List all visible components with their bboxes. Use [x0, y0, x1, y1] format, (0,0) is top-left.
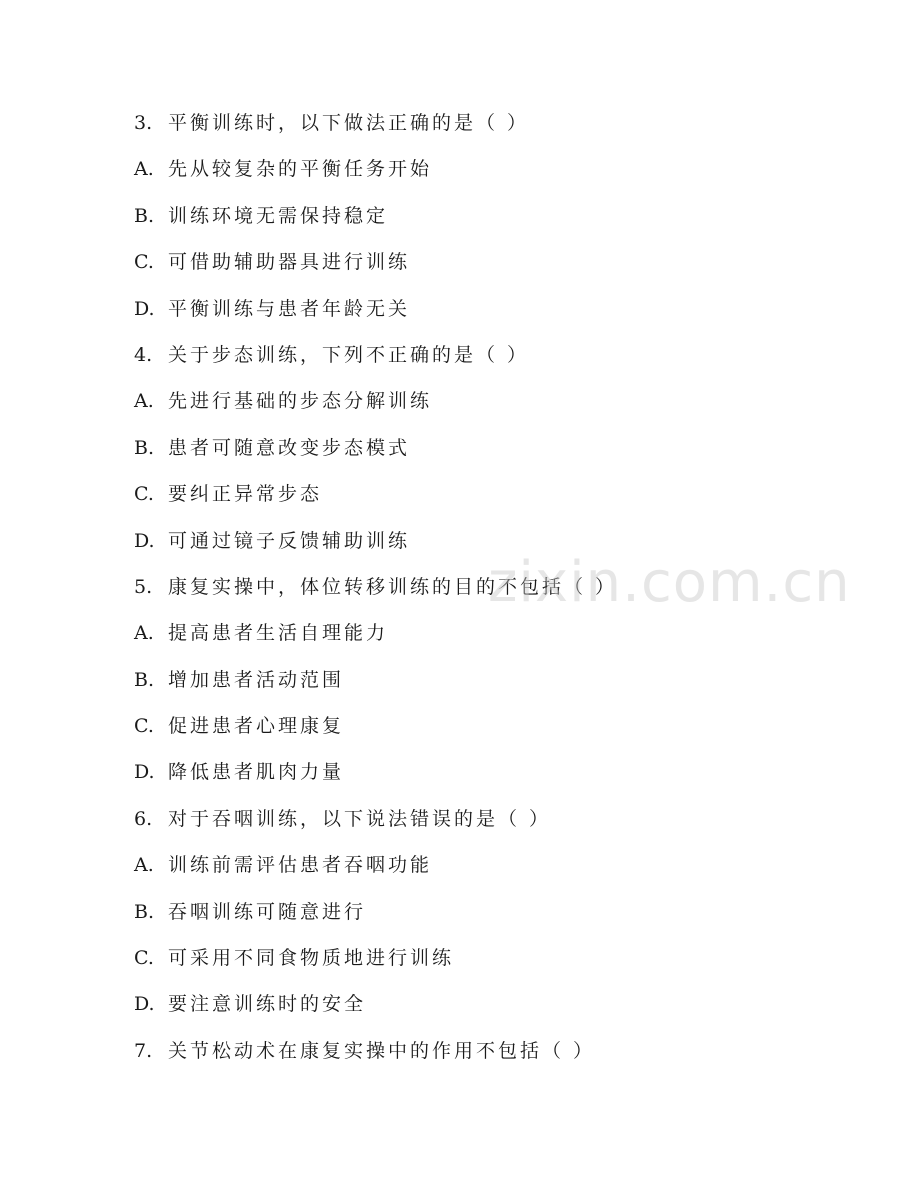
question-3-option-c: [134, 245, 834, 291]
question-6-option-b: [134, 895, 834, 941]
question-4-option-a: [134, 384, 834, 430]
question-5-option-d: [134, 755, 834, 801]
question-5-option-b: [134, 663, 834, 709]
option-text: 可借助辅助器具进行训练: [168, 251, 411, 274]
question-number: 3.: [134, 112, 153, 134]
question-4-stem: [134, 338, 834, 384]
question-5-option-a: [134, 616, 834, 662]
option-letter: B.: [134, 900, 155, 923]
option-text: 要注意训练时的安全: [168, 993, 367, 1016]
question-3-option-a: [134, 152, 834, 198]
option-letter: D.: [134, 761, 155, 784]
question-text: 关节松动术在康复实操中的作用不包括（ ）: [168, 1039, 596, 1062]
question-6-option-d: [134, 987, 834, 1033]
option-letter: C.: [134, 251, 154, 274]
question-list: [134, 106, 834, 1080]
option-letter: A.: [134, 158, 154, 181]
question-number: 5.: [134, 575, 153, 598]
option-letter: C.: [134, 715, 154, 738]
option-letter: A.: [134, 854, 154, 877]
option-text: 提高患者生活自理能力: [168, 622, 389, 645]
question-3-option-b: [134, 199, 834, 245]
question-3-option-d: [134, 292, 834, 338]
option-letter: D.: [134, 297, 155, 320]
option-letter: A.: [134, 390, 154, 413]
option-letter: A.: [134, 622, 154, 645]
option-letter: B.: [134, 204, 155, 227]
question-3-stem: [134, 106, 834, 152]
question-6-option-a: [134, 848, 834, 894]
option-text: 患者可随意改变步态模式: [168, 436, 411, 459]
option-letter: C.: [134, 947, 154, 970]
watermark: zixin.com.cn: [488, 550, 851, 615]
question-number: 6.: [134, 807, 153, 830]
question-text: 平衡训练时，以下做法正确的是（ ）: [168, 112, 530, 134]
question-text: 康复实操中，体位转移训练的目的不包括（ ）: [168, 575, 618, 598]
option-text: 增加患者活动范围: [168, 668, 345, 691]
question-4-option-d: [134, 524, 834, 570]
option-text: 吞咽训练可随意进行: [168, 900, 367, 923]
question-text: 对于吞咽训练，以下说法错误的是（ ）: [168, 807, 552, 830]
question-text: 关于步态训练，下列不正确的是（ ）: [168, 343, 530, 366]
option-text: 降低患者肌肉力量: [168, 761, 345, 784]
question-number: 4.: [134, 343, 153, 366]
question-6-stem: [134, 802, 834, 848]
question-number: 7.: [134, 1039, 153, 1062]
option-text: 可通过镜子反馈辅助训练: [168, 529, 411, 552]
option-letter: D.: [134, 529, 155, 552]
question-4-option-b: [134, 431, 834, 477]
option-letter: D.: [134, 993, 155, 1016]
option-text: 先进行基础的步态分解训练: [168, 390, 433, 413]
option-letter: B.: [134, 668, 155, 691]
option-text: 平衡训练与患者年龄无关: [168, 297, 411, 320]
option-text: 促进患者心理康复: [168, 715, 345, 738]
option-text: 训练前需评估患者吞咽功能: [168, 854, 433, 877]
option-letter: C.: [134, 483, 154, 506]
option-text: 要纠正异常步态: [168, 483, 323, 506]
question-7-stem: [134, 1034, 834, 1080]
question-4-option-c: [134, 477, 834, 523]
question-5-option-c: [134, 709, 834, 755]
option-text: 训练环境无需保持稳定: [168, 204, 389, 227]
option-text: 先从较复杂的平衡任务开始: [168, 158, 433, 181]
question-6-option-c: [134, 941, 834, 987]
option-letter: B.: [134, 436, 155, 459]
option-text: 可采用不同食物质地进行训练: [168, 947, 455, 970]
question-5-stem: [134, 570, 834, 616]
